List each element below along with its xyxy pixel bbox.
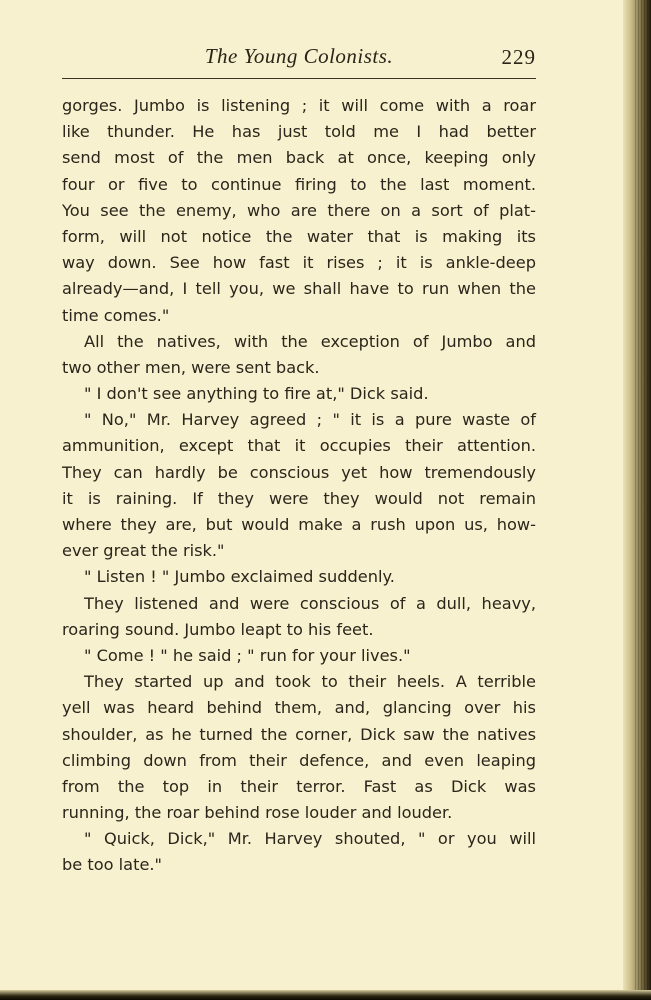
text-line: yell was heard behind them, and, glancing over his	[62, 698, 536, 718]
text-line: be too late."	[62, 855, 162, 875]
text-line: They can hardly be conscious yet how tremendously	[62, 462, 536, 482]
text-line: like thunder. He has just told me I had better	[62, 122, 536, 142]
text-line: two other men, were sent back.	[62, 357, 320, 377]
text-line: where they are, but would make a rush upon us, how-	[62, 515, 536, 534]
body-text	[62, 93, 536, 879]
text-line: They listened and were conscious of a dull, heavy,	[84, 593, 536, 613]
text-line: running, the roar behind rose louder and louder.	[62, 803, 453, 823]
text-line: " Quick, Dick," Mr. Harvey shouted, " or you will	[84, 829, 536, 849]
text-line: ammunition, except that it occupies their attention.	[62, 436, 536, 456]
text-line: gorges. Jumbo is listening ; it will come with a roar	[62, 96, 536, 115]
header-rule	[62, 78, 536, 79]
page-stack-lines	[635, 0, 649, 1000]
text-line: " Come ! " he said ; " run for your lives."	[84, 645, 411, 665]
page-header	[62, 40, 536, 82]
text-line: " I don't see anything to fire at," Dick said.	[84, 384, 429, 404]
text-line: time comes."	[62, 305, 170, 325]
text-line: " No," Mr. Harvey agreed ; " it is a pure waste of	[84, 410, 536, 430]
text-line: They started up and took to their heels. A terrible	[84, 672, 536, 692]
text-line: " Listen ! " Jumbo exclaimed suddenly.	[84, 567, 395, 587]
text-line: send most of the men back at once, keeping only	[62, 148, 536, 168]
text-line: roaring sound. Jumbo leapt to his feet.	[62, 619, 374, 639]
text-line: All the natives, with the exception of Jumbo and	[84, 331, 536, 351]
text-line: ever great the risk."	[62, 541, 225, 561]
text-line: climbing down from their defence, and even leaping	[62, 750, 536, 770]
bottom-edge-shadow	[0, 990, 651, 1000]
text-line: it is raining. If they were they would not remain	[62, 488, 536, 508]
text-line: shoulder, as he turned the corner, Dick saw the natives	[62, 724, 536, 744]
text-line: four or five to continue firing to the last moment.	[62, 174, 536, 194]
text-line: from the top in their terror. Fast as Dick was	[62, 776, 536, 796]
running-title: The Young Colonists.	[204, 44, 394, 68]
text-line: way down. See how fast it rises ; it is ankle-deep	[62, 253, 536, 273]
text-line: already—and, I tell you, we shall have to run when the	[62, 279, 536, 299]
text-line: form, will not notice the water that is making its	[62, 226, 536, 246]
text-line: You see the enemy, who are there on a sort of plat-	[62, 200, 536, 220]
page-number: 229	[501, 45, 536, 69]
